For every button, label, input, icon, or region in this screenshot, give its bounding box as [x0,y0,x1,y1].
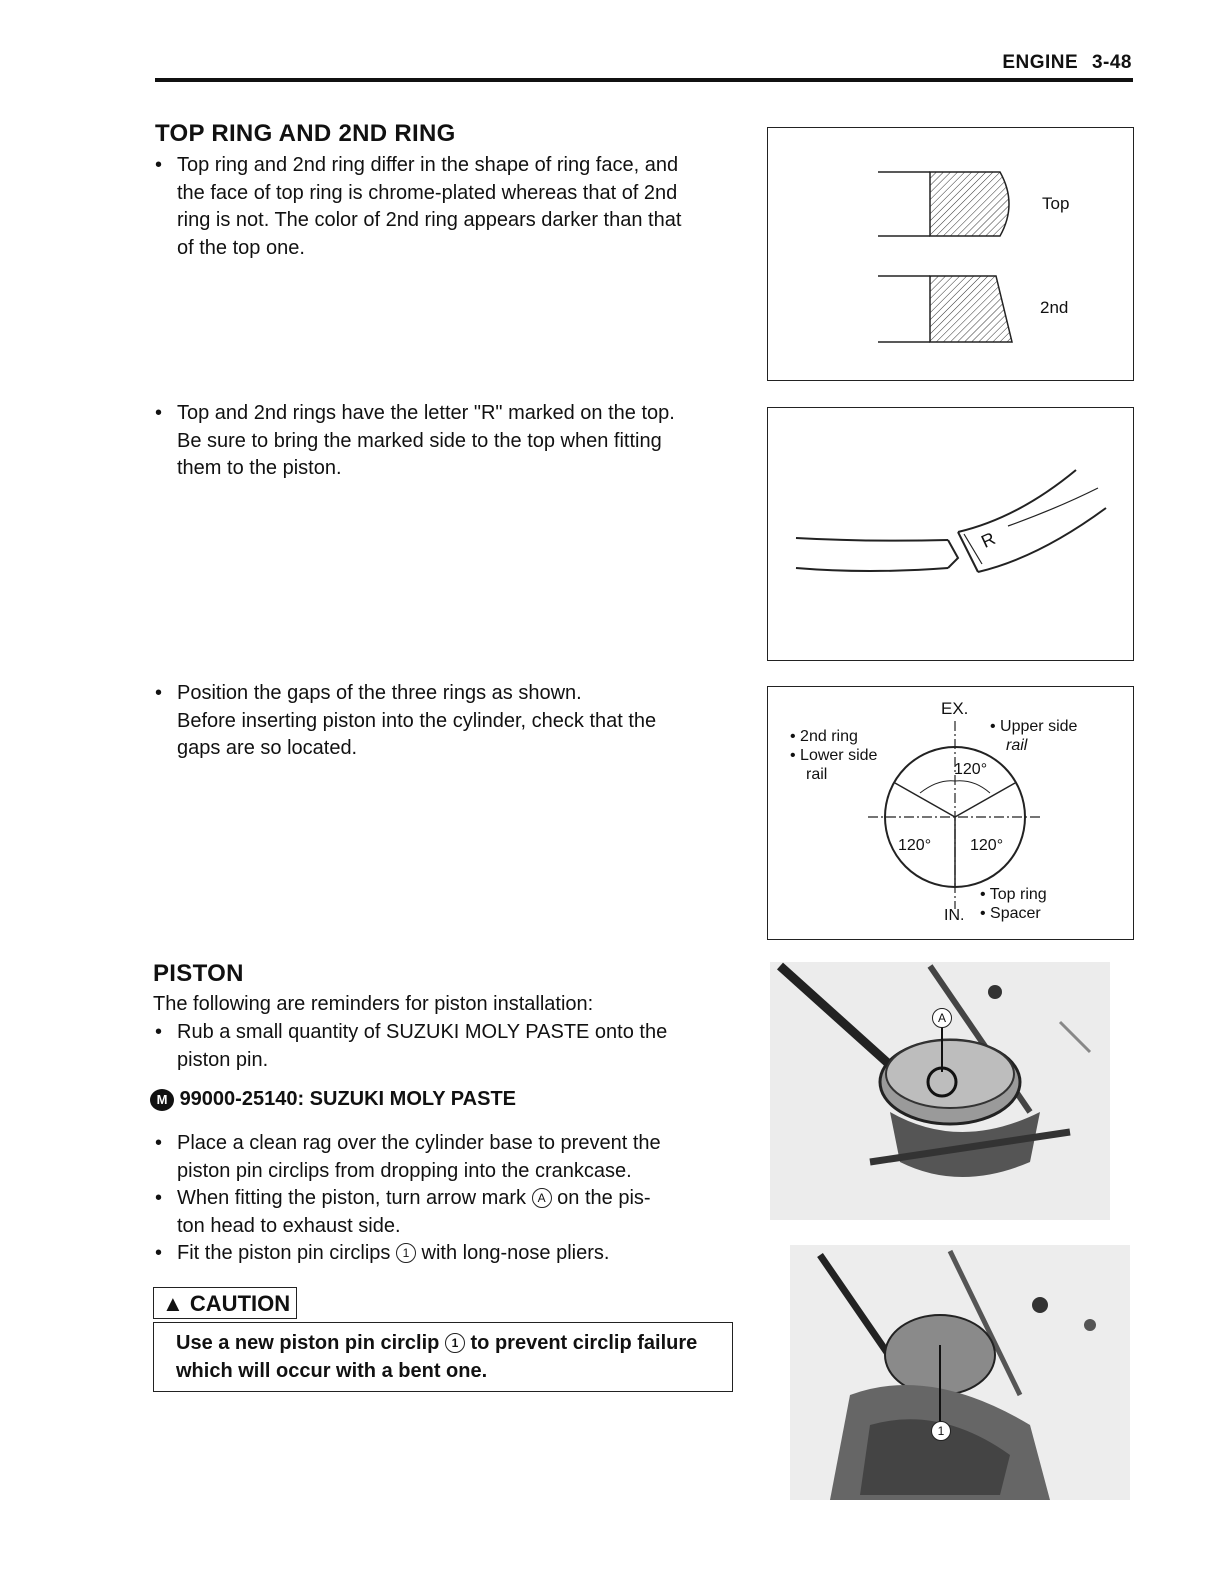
header-section: ENGINE [1002,52,1079,73]
header-rule [155,78,1133,82]
gap-position-drawing [768,687,1133,939]
circlip-pliers-photo [790,1245,1130,1500]
text-line [177,1185,737,1213]
text-line: ton head to exhaust side. [177,1214,401,1237]
piston-bullet-3 [153,1185,737,1240]
photo2-callout: 1 [931,1421,951,1441]
circlip-ref: 1 [445,1333,465,1353]
piston-arrow-illustration [770,962,1110,1220]
piston-bullet-4 [153,1240,737,1268]
note-line: • Upper side [990,718,1078,735]
piston-bullet-1 [153,1019,737,1074]
r-mark-figure [767,407,1134,661]
right-note [990,717,1077,755]
header-page-number: 3-48 [1091,52,1132,73]
ring-bullet-1 [153,152,737,262]
circlip-ref: 1 [396,1243,416,1263]
text-line: piston pin. [177,1048,269,1071]
note-line: rail [806,766,828,783]
text-line: them to the piston. [177,457,342,479]
text-fragment: Fit the piston pin circlips [177,1242,391,1264]
text-line: piston pin circlips from dropping into the crankcase. [177,1159,632,1182]
text-line: ring is not. The color of 2nd ring appears darker than that [177,209,682,231]
moly-paste-spec [150,1084,516,1114]
caution-tag [153,1287,297,1319]
text-fragment: with long-nose pliers. [421,1242,610,1264]
bottom-note [980,885,1047,923]
intake-label: IN. [944,907,965,924]
text-line [176,1330,726,1358]
ring-section-title: TOP RING AND 2ND RING [155,120,456,147]
exhaust-label: EX. [941,699,969,718]
text-line: which will occur with a bent one. [176,1359,488,1382]
left-note [790,727,877,784]
second-ring-profile [878,276,1012,342]
top-ring-profile [878,172,1009,236]
photo1-callout: A [932,1008,952,1028]
top-ring-label: Top [1042,194,1070,213]
warning-icon: ▲ [162,1291,184,1316]
text-line: • Position the gaps of the three rings as shown. [177,682,582,704]
text-line: of the top one. [177,236,305,259]
text-line: • Rub a small quantity of SUZUKI MOLY PASTE onto the [177,1021,668,1043]
page-header [1002,52,1132,74]
note-line: • 2nd ring [790,728,858,745]
piston-bullet-2 [153,1130,737,1185]
text-line: • Place a clean rag over the cylinder base to prevent the [177,1132,661,1154]
moly-paste-part: 99000-25140: SUZUKI MOLY PASTE [179,1088,516,1110]
ring-profile-drawing [768,128,1133,380]
text-line: • Top and 2nd rings have the letter "R" marked on the top. [177,402,675,424]
text-fragment: to prevent circlip failure [470,1332,698,1354]
text-line: Before inserting piston into the cylinder, check that the [177,709,657,732]
gap-position-figure [767,686,1134,940]
piston-section-title: PISTON [153,960,244,987]
ring-bullet-2 [153,400,737,483]
moly-paste-icon: M [150,1089,174,1111]
text-line: gaps are so located. [177,737,358,759]
circlip-pliers-illustration [790,1245,1130,1500]
caution-label: CAUTION [189,1291,291,1316]
ring-profile-figure [767,127,1134,381]
caution-text [176,1330,726,1385]
angle-left: 120° [898,837,932,854]
note-line: • Lower side [790,747,878,764]
piston-arrow-photo [770,962,1110,1220]
text-line: Be sure to bring the marked side to the top when fitting [177,429,662,452]
text-fragment: When fitting the piston, turn arrow mark [177,1187,527,1209]
r-mark-letter: R [978,528,999,552]
text-line [177,1240,737,1268]
arrow-mark-ref: A [532,1188,552,1208]
note-line: • Top ring [980,886,1047,903]
text-fragment: Use a new piston pin circlip [176,1332,440,1354]
angle-top: 120° [954,761,988,778]
text-line: • Top ring and 2nd ring differ in the shape of ring face, and [177,154,679,176]
r-mark-drawing [768,408,1133,660]
text-fragment: on the pis- [557,1187,651,1209]
second-ring-label: 2nd [1040,298,1069,317]
ring-bullet-3 [153,680,737,763]
note-line: • Spacer [980,905,1041,922]
angle-right: 120° [970,837,1004,854]
note-line: rail [1006,737,1028,754]
piston-intro: The following are reminders for piston installation: [153,993,594,1015]
text-line: the face of top ring is chrome-plated whereas that of 2nd [177,181,678,204]
